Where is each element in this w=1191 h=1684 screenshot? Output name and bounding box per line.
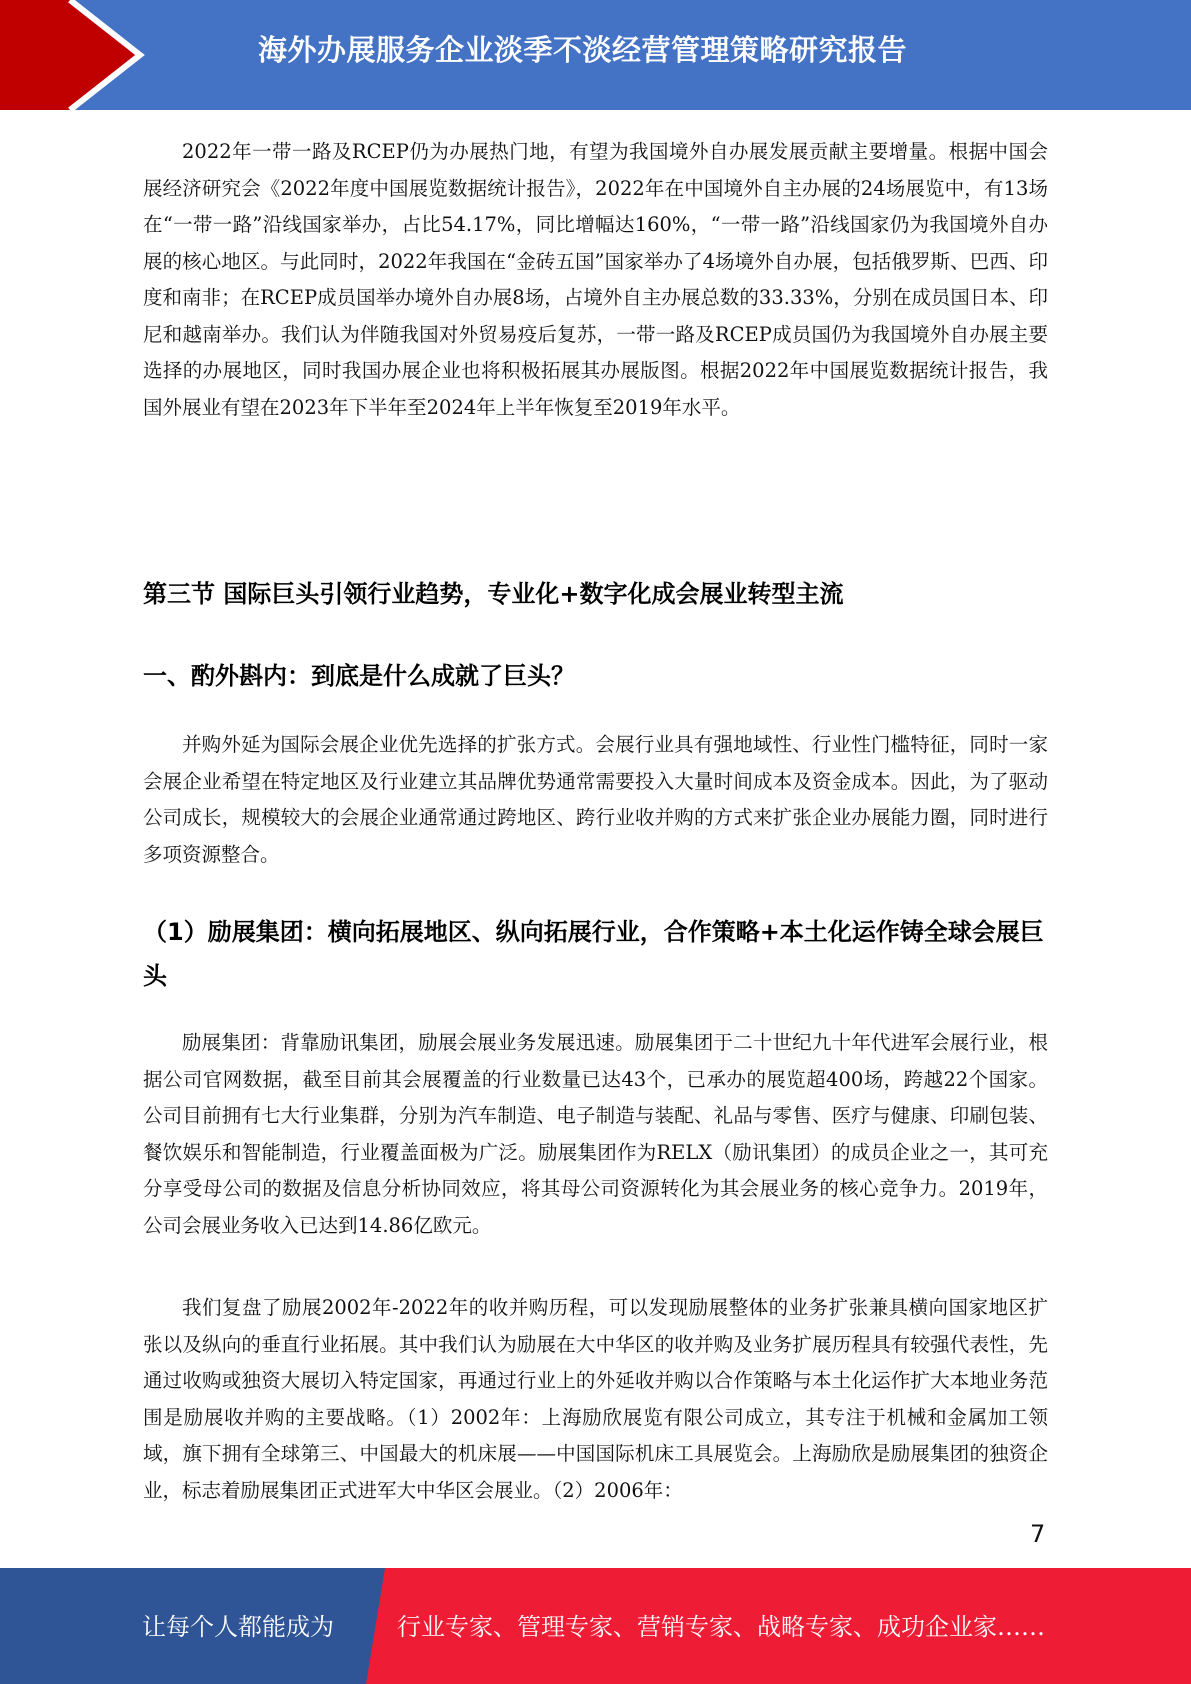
report-title: 海外办展服务企业淡季不淡经营管理策略研究报告 <box>258 33 908 67</box>
paragraph: 并购外延为国际会展企业优先选择的扩张方式。会展行业具有强地域性、行业性门槛特征，同时一家会展企业希望在特定地区及行业建立其品牌优势通常需要投入大量时间成本及资金成本。因此，为了驱动公司成长，规模较大的会展企业通常通过跨地区、跨行业收并购的方式来扩张企业办展能力圈，同时进行多项资源整合。 <box>143 733 1048 866</box>
header-arrow-decoration <box>0 0 200 110</box>
section-heading: 第三节 国际巨头引领行业趋势，专业化+数字化成会展业转型主流 <box>143 580 844 608</box>
paragraph: 2022年一带一路及RCEP仍为办展热门地，有望为我国境外自办展发展贡献主要增量。根据中国会展经济研究会《2022年度中国展览数据统计报告》，2022年在中国境外自主办展的24场展览中，有13场在“一带一路”沿线国家举办，占比54.17%，同比增幅达160%，“一带一路”沿线国家仍为我国境外自办展的核心地区。与此同时，2022年我国在“金砖五国”国家举办了4场境外自办展，包括俄罗斯、巴西、印度和南非；在RCEP成员国举办境外自办展8场，占境外自主办展总数的33.33%，分别在成员国日本、印尼和越南举办。我们认为伴随我国对外贸易疫后复苏，一带一路及RCEP成员国仍为我国境外自办展主要选择的办展地区，同时我国办展企业也将积极拓展其办展版图。根据2022年中国展览数据统计报告，我国外展业有望在2023年下半年至2024年上半年恢复至2019年水平。 <box>143 140 1048 419</box>
page-number: 7 <box>1030 1520 1046 1548</box>
subsection-heading: 一、酌外斟内：到底是什么成就了巨头？ <box>143 662 575 690</box>
paragraph: 励展集团：背靠励讯集团，励展会展业务发展迅速。励展集团于二十世纪九十年代进军会展行业，根据公司官网数据，截至目前其会展覆盖的行业数量已达43个，已承办的展览超400场，跨越22个国家。公司目前拥有七大行业集群，分别为汽车制造、电子制造与装配、礼品与零售、医疗与健康、印刷包装、餐饮娱乐和智能制造，行业覆盖面极为广泛。励展集团作为RELX（励讯集团）的成员企业之一，其可充分享受母公司的数据及信息分析协同效应，将其母公司资源转化为其会展业务的核心竞争力。2019年，公司会展业务收入已达到14.86亿欧元。 <box>143 1031 1048 1237</box>
footer-slogan-right: 行业专家、管理专家、营销专家、战略专家、成功企业家…… <box>397 1613 1045 1641</box>
paragraph: 我们复盘了励展2002年-2022年的收并购历程，可以发现励展整体的业务扩张兼具横向国家地区扩张以及纵向的垂直行业拓展。其中我们认为励展在大中华区的收并购及业务扩展历程具有较强代表性，先通过收购或独资大展切入特定国家，再通过行业上的外延收并购以合作策略与本土化运作扩大本地业务范围是励展收并购的主要战略。（1）2002年：上海励欣展览有限公司成立，其专注于机械和金属加工领域，旗下拥有全球第三、中国最大的机床展——中国国际机床工具展览会。上海励欣是励展集团的独资企业，标志着励展集团正式进军大中华区会展业。（2）2006年： <box>143 1296 1048 1502</box>
footer-slogan-left: 让每个人都能成为 <box>142 1613 334 1641</box>
page-header <box>0 0 1191 110</box>
page-footer <box>0 1568 1191 1684</box>
case-heading: （1）励展集团：横向拓展地区、纵向拓展行业，合作策略+本土化运作铸全球会展巨头 <box>143 918 1044 990</box>
